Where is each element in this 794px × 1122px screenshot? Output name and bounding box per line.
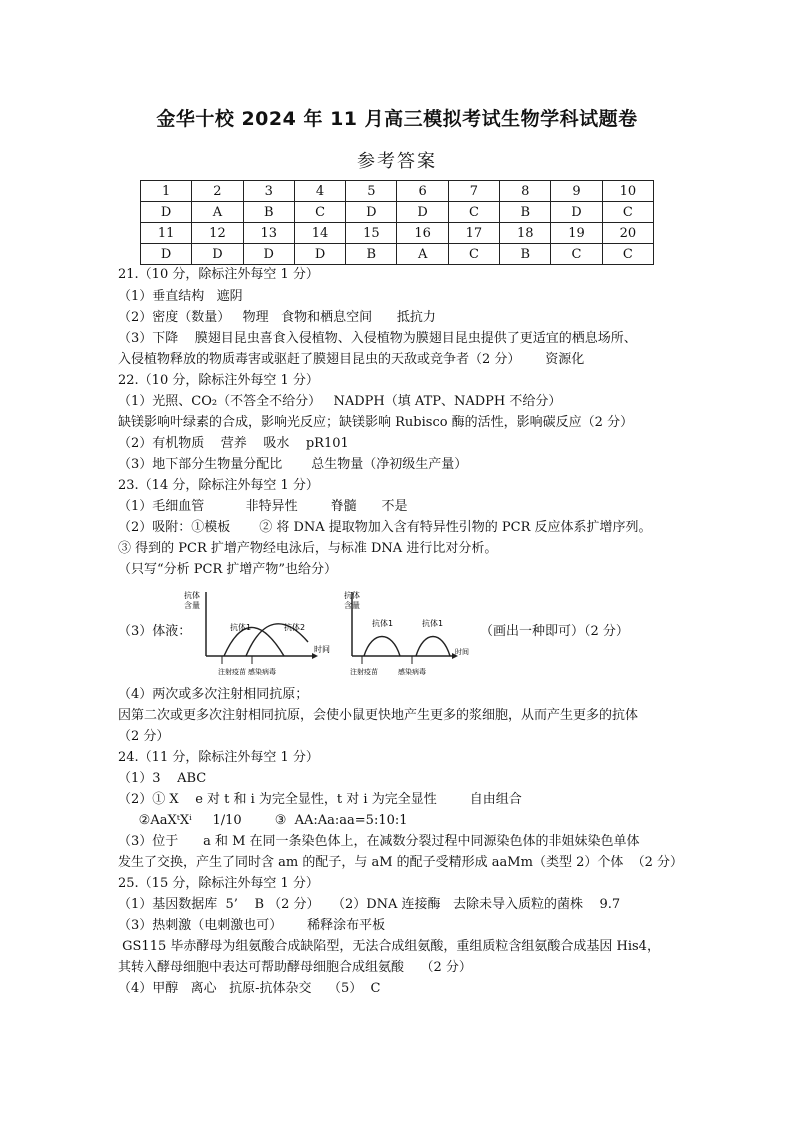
answer-table-row	[141, 202, 654, 223]
q23-note: （只写“分析 PCR 扩增产物”也给分）	[118, 562, 338, 577]
question-number-cell: 19	[551, 223, 602, 244]
q25-part1-2: （1）基因数据库 5’ B （2 分） （2）DNA 连接酶 去除未导入质粒的菌株 9.7	[118, 897, 621, 912]
graph2-curve-1	[364, 637, 400, 657]
q24-header: 24.（11 分，除标注外每空 1 分）	[118, 750, 319, 765]
graph2-curve-2	[416, 637, 450, 657]
answer-cell: B	[500, 244, 551, 265]
answer-cell: B	[243, 202, 294, 223]
answer-cell: D	[294, 244, 345, 265]
answer-cell: D	[243, 244, 294, 265]
question-number-cell: 7	[448, 181, 499, 202]
answer-cell: C	[448, 202, 499, 223]
q25-part3-cont2: 其转入酵母细胞中表达可帮助酵母细胞合成组氨酸 （2 分）	[118, 960, 472, 975]
graph1-peak2-label: 抗体2	[284, 623, 306, 632]
graph2-ylabel-2: 含量	[344, 601, 360, 610]
graph1-ylabel-1: 抗体	[184, 591, 200, 600]
answer-table-row	[141, 181, 654, 202]
q24-part3-cont: 发生了交换，产生了同时含 am 的配子，与 aM 的配子受精形成 aaMm（类型 2）个体 （2 分）	[118, 855, 684, 870]
question-number-cell: 10	[602, 181, 653, 202]
question-number-cell: 4	[294, 181, 345, 202]
answer-cell: C	[602, 202, 653, 223]
q25-part3-cont: GS115 毕赤酵母为组氨酸合成缺陷型，无法合成组氨酸，重组质粒含组氨酸合成基因 His4，	[118, 939, 660, 954]
question-number-cell: 11	[141, 223, 192, 244]
antibody-graph-1	[180, 584, 350, 680]
answer-cell: D	[192, 244, 243, 265]
question-number-cell: 5	[346, 181, 397, 202]
q22-part2: （2）有机物质 营养 吸水 pR101	[118, 436, 349, 451]
q24-part1: （1）3 ABC	[118, 771, 207, 786]
answer-cell: D	[551, 202, 602, 223]
answer-cell: C	[448, 244, 499, 265]
q22-part3: （3）地下部分生物量分配比 总生物量（净初级生产量）	[118, 457, 468, 472]
question-number-cell: 12	[192, 223, 243, 244]
page-title: 金华十校 2024 年 11 月高三模拟考试生物学科试题卷	[156, 108, 638, 130]
answer-cell: B	[500, 202, 551, 223]
q23-part3-note: （画出一种即可）（2 分）	[480, 624, 629, 639]
answer-cell: A	[397, 244, 448, 265]
answer-table-row	[141, 223, 654, 244]
graph2-xlabel: 时间	[455, 648, 469, 656]
q24-part3: （3）位于 a 和 M 在同一条染色体上，在减数分裂过程中同源染色体的非姐妹染色单体	[118, 834, 640, 849]
answer-cell: A	[192, 202, 243, 223]
q23-part4-cont: 因第二次或更多次注射相同抗原，会使小鼠更快地产生更多的浆细胞，从而产生更多的抗体	[118, 708, 639, 723]
q25-header: 25.（15 分，除标注外每空 1 分）	[118, 876, 319, 891]
answer-cell: C	[551, 244, 602, 265]
q25-part3: （3）热刺激（电刺激也可） 稀释涂布平板	[118, 918, 386, 933]
q24-part2-cont: ②AaXᵗXⁱ 1/10 ③ AA:Aa:aa=5:10:1	[118, 813, 408, 828]
q23-part4: （4）两次或多次注射相同抗原；	[118, 687, 309, 702]
q22-header: 22.（10 分，除标注外每空 1 分）	[118, 373, 319, 388]
question-number-cell: 1	[141, 181, 192, 202]
answer-cell: D	[141, 202, 192, 223]
answer-cell: C	[294, 202, 345, 223]
q22-part1-cont: 缺镁影响叶绿素的合成，影响光反应；缺镁影响 Rubisco 酶的活性，影响碳反应（2 分）	[118, 415, 634, 430]
q21-part1: （1）垂直结构 遮阴	[118, 289, 243, 304]
q23-part3-label: （3）体液：	[118, 624, 192, 639]
question-number-cell: 2	[192, 181, 243, 202]
answer-table-row	[141, 244, 654, 265]
question-number-cell: 13	[243, 223, 294, 244]
graph2-peak1-label: 抗体1	[372, 619, 394, 628]
question-number-cell: 18	[500, 223, 551, 244]
graph1-event1: 注射疫苗	[218, 668, 246, 676]
question-number-cell: 8	[500, 181, 551, 202]
q23-part2: （2）吸附：①模板 ② 将 DNA 提取物加入含有特异性引物的 PCR 反应体系扩增序列。	[118, 520, 652, 535]
graph1-ylabel-2: 含量	[184, 601, 200, 610]
graph1-event2: 感染病毒	[248, 668, 276, 676]
question-number-cell: 17	[448, 223, 499, 244]
q21-part2: （2）密度（数量） 物理 食物和栖息空间 抵抗力	[118, 310, 436, 325]
question-number-cell: 9	[551, 181, 602, 202]
question-number-cell: 15	[346, 223, 397, 244]
page-subtitle: 参考答案	[357, 151, 437, 172]
q22-part1: （1）光照、CO₂（不答全不给分） NADPH（填 ATP、NADPH 不给分）	[118, 394, 562, 409]
q23-part4-score: （2 分）	[118, 729, 170, 744]
graph2-event2: 感染病毒	[398, 668, 426, 676]
q24-part2: （2）① X e 对 t 和 i 为完全显性，t 对 i 为完全显性 自由组合	[118, 792, 522, 807]
graph2-event1: 注射疫苗	[350, 668, 378, 676]
question-number-cell: 20	[602, 223, 653, 244]
graph2-peak2-label: 抗体1	[422, 619, 444, 628]
question-number-cell: 3	[243, 181, 294, 202]
answer-cell: D	[141, 244, 192, 265]
graph2-ylabel-1: 抗体	[344, 591, 360, 600]
answer-cell: D	[397, 202, 448, 223]
graph1-xlabel: 时间	[314, 645, 330, 654]
q23-part1: （1）毛细血管 非特异性 脊髓 不是	[118, 499, 408, 514]
graph1-peak1-label: 抗体1	[230, 623, 252, 632]
q21-part3: （3）下降 膜翅目昆虫喜食入侵植物、入侵植物为膜翅目昆虫提供了更适宜的栖息场所、	[118, 331, 637, 346]
q21-header: 21.（10 分，除标注外每空 1 分）	[118, 267, 319, 282]
question-number-cell: 6	[397, 181, 448, 202]
answer-cell: D	[346, 202, 397, 223]
antibody-graph-2	[328, 584, 478, 680]
q25-part4-5: （4）甲醇 离心 抗原-抗体杂交 （5） C	[118, 981, 381, 996]
question-number-cell: 14	[294, 223, 345, 244]
answer-table	[140, 180, 654, 265]
answer-cell: C	[602, 244, 653, 265]
q23-part2-cont: ③ 得到的 PCR 扩增产物经电泳后，与标准 DNA 进行比对分析。	[118, 541, 498, 556]
q21-part3-cont: 入侵植物释放的物质毒害或驱赶了膜翅目昆虫的天敌或竞争者（2 分） 资源化	[118, 352, 585, 367]
answer-cell: B	[346, 244, 397, 265]
q23-header: 23.（14 分，除标注外每空 1 分）	[118, 478, 319, 493]
question-number-cell: 16	[397, 223, 448, 244]
